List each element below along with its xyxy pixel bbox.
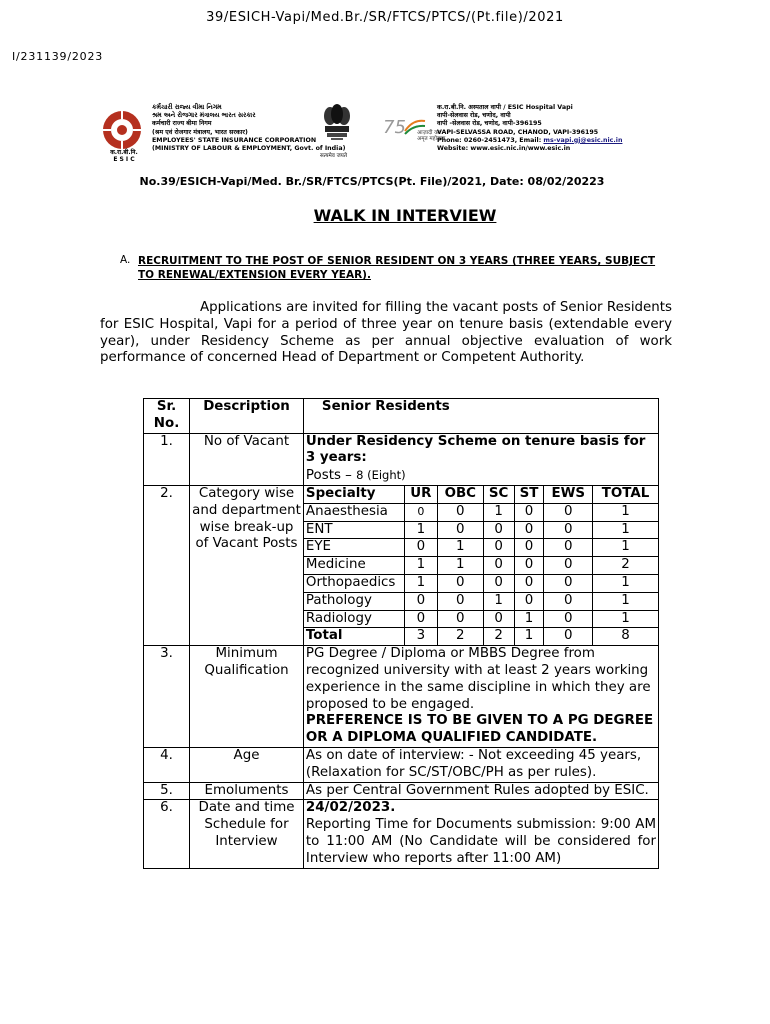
header-senior-residents: Senior Residents [303, 399, 658, 434]
breakup-header: TOTAL [592, 486, 658, 503]
table-row [144, 646, 659, 748]
breakup-cell: 0 [544, 557, 593, 575]
breakup-cell: 0 [514, 539, 544, 557]
breakup-row [304, 557, 658, 575]
row-desc: Date and time Schedule for Interview [190, 800, 304, 868]
breakup-cell: 2 [592, 557, 658, 575]
breakup-cell: Medicine [304, 557, 405, 575]
preference-text: PREFERENCE IS TO BE GIVEN TO A PG DEGREE OR A DIPLOMA QUALIFIED CANDIDATE. [305, 713, 654, 746]
row-desc: Age [190, 747, 304, 782]
breakup-cell: 0 [404, 592, 437, 610]
breakup-total-cell: 3 [404, 628, 437, 645]
row-value [303, 433, 658, 485]
breakup-row [304, 521, 658, 539]
breakup-cell: 1 [592, 503, 658, 521]
file-reference: I/231139/2023 [12, 50, 104, 63]
breakup-cell: 0 [514, 521, 544, 539]
national-emblem-icon [321, 102, 353, 146]
row-sr: 6. [144, 800, 190, 868]
ministry-gujarati: શ્રમ અને રોજગાર મંત્રાલય ભારત સરકાર [152, 112, 256, 120]
table-row [144, 747, 659, 782]
breakup-cell: 0 [483, 610, 514, 628]
row-sr: 2. [144, 485, 190, 645]
breakup-cell: 1 [404, 557, 437, 575]
row-value [303, 800, 658, 868]
contact-line [437, 137, 622, 145]
category-breakup-table [304, 486, 658, 645]
intro-paragraph [100, 300, 672, 367]
breakup-cell: 0 [544, 521, 593, 539]
breakup-cell: 0 [544, 610, 593, 628]
breakup-cell: 0 [483, 521, 514, 539]
breakup-cell: 0 [544, 503, 593, 521]
breakup-cell: 1 [437, 539, 483, 557]
table-header-row [144, 399, 659, 434]
breakup-cell: Orthopaedics [304, 574, 405, 592]
row-sr: 5. [144, 782, 190, 800]
category-breakup-cell [303, 485, 658, 645]
hospital-address-local: वापी-सेलवास रोड, चणोद, वापी [437, 112, 511, 120]
breakup-cell: 0 [437, 503, 483, 521]
breakup-cell: 0 [544, 592, 593, 610]
header-description: Description [190, 399, 304, 434]
breakup-row [304, 539, 658, 557]
ministry-hindi: (श्रम एवं रोजगार मंत्रालय, भारत सरकार) [152, 128, 248, 136]
breakup-total-cell: 1 [514, 628, 544, 645]
breakup-cell: 0 [514, 592, 544, 610]
file-number-header: 39/ESICH-Vapi/Med.Br./SR/FTCS/PTCS/(Pt.file)/2021 [206, 10, 564, 25]
breakup-cell: 1 [437, 557, 483, 575]
esic-logo-text: क.रा.बी.नि. E S I C [110, 149, 138, 163]
breakup-header: EWS [544, 486, 593, 503]
breakup-header: OBC [437, 486, 483, 503]
breakup-cell: 1 [404, 574, 437, 592]
row-value: As per Central Government Rules adopted by ESIC. [303, 782, 658, 800]
table-row [144, 485, 659, 645]
breakup-cell: 1 [592, 592, 658, 610]
header-sr-no: Sr. No. [144, 399, 190, 434]
phone-text: Phone: 0260-2451473, Email: [437, 136, 544, 144]
reference-number: No.39/ESICH-Vapi/Med. Br./SR/FTCS/PTCS(Pt. File)/2021, Date: 08/02/20223 [139, 175, 605, 188]
breakup-row [304, 592, 658, 610]
row-sr: 4. [144, 747, 190, 782]
breakup-cell: Anaesthesia [304, 503, 405, 521]
breakup-total-cell: 0 [544, 628, 593, 645]
row-desc: Emoluments [190, 782, 304, 800]
breakup-header: Specialty [304, 486, 405, 503]
breakup-cell: 0 [483, 574, 514, 592]
breakup-cell: 1 [404, 521, 437, 539]
breakup-total-cell: 2 [437, 628, 483, 645]
breakup-row [304, 610, 658, 628]
breakup-header: SC [483, 486, 514, 503]
breakup-cell: 1 [483, 503, 514, 521]
interview-date: 24/02/2023. [305, 800, 396, 816]
breakup-header: ST [514, 486, 544, 503]
hospital-address-english: VAPI-SELVASSA ROAD, CHANOD, VAPI-396195 [437, 128, 599, 136]
breakup-total-row [304, 628, 658, 645]
letterhead-right [437, 104, 622, 153]
org-name-gujarati: કર્મચારી રાજ્ય વીમા નિગમ [152, 104, 222, 111]
org-name-hindi: कर्मचारी राज्य बीमा निगम [152, 120, 212, 128]
breakup-cell: 0 [437, 592, 483, 610]
row-sr: 1. [144, 433, 190, 485]
email-link[interactable]: ms-vapi.gj@esic.nic.in [543, 136, 623, 144]
breakup-cell: 1 [483, 592, 514, 610]
breakup-header: UR [404, 486, 437, 503]
residency-scheme-text: Under Residency Scheme on tenure basis for 3 years: [305, 433, 646, 466]
breakup-cell: 0 [483, 557, 514, 575]
breakup-cell: 0 [514, 503, 544, 521]
breakup-cell: 0 [514, 574, 544, 592]
breakup-cell: 1 [592, 610, 658, 628]
row-desc: No of Vacant [190, 433, 304, 485]
breakup-cell: 0 [544, 539, 593, 557]
page-title: WALK IN INTERVIEW [313, 206, 497, 225]
letterhead-left [152, 104, 345, 153]
vacancy-table [143, 398, 659, 869]
breakup-total-cell: 2 [483, 628, 514, 645]
hospital-name: क.रा.बी.नि. अस्पताल वापी / ESIC Hospital Vapi [437, 104, 573, 111]
breakup-cell: 0 [483, 539, 514, 557]
section-heading: RECRUITMENT TO THE POST OF SENIOR RESIDENT ON 3 YEARS (THREE YEARS, SUBJECT TO RENEWAL/EXTENSION EVERY YEAR). [138, 255, 656, 281]
breakup-cell: ENT [304, 521, 405, 539]
qualification-text: PG Degree / Diploma or MBBS Degree from recognized university with at least 2 years working experience in the same discipline in which they are proposed to be engaged. [305, 646, 651, 712]
table-row [144, 782, 659, 800]
breakup-cell: 0 [404, 610, 437, 628]
row-desc: Minimum Qualification [190, 646, 304, 748]
breakup-cell: Pathology [304, 592, 405, 610]
breakup-cell: 0 [437, 610, 483, 628]
table-row [144, 433, 659, 485]
breakup-cell: 1 [592, 574, 658, 592]
breakup-header-row [304, 486, 658, 503]
ministry-english: (MINISTRY OF LABOUR & EMPLOYMENT, Govt. of India) [152, 145, 346, 153]
breakup-cell: 1 [514, 610, 544, 628]
intro-text: Applications are invited for filling the vacant posts of Senior Residents for ESIC Hospital, Vapi for a period of three year on tenure basis (extendable every year), under Residency Scheme as per annual objective evaluation of work performance of concerned Head of Department or Competent Authority. [100, 300, 672, 366]
breakup-row [304, 503, 658, 521]
azadi-caption: आज़ादी का अमृत महोत्सव [417, 130, 446, 142]
breakup-cell: EYE [304, 539, 405, 557]
breakup-cell: 1 [592, 521, 658, 539]
breakup-total-label: Total [304, 628, 405, 645]
breakup-cell: 0 [514, 557, 544, 575]
emblem-caption: सत्यमेव जयते [320, 153, 348, 159]
breakup-cell: Radiology [304, 610, 405, 628]
hospital-address-hindi: वापी -सेलवास रोड, चणोद, वापी-396195 [437, 120, 542, 128]
section-letter: A. [120, 254, 131, 266]
posts-count: 8 (Eight) [356, 468, 406, 483]
row-desc: Category wise and department wise break-up of Vacant Posts [190, 485, 304, 645]
breakup-cell: 1 [592, 539, 658, 557]
breakup-row [304, 574, 658, 592]
table-row [144, 800, 659, 868]
breakup-cell: 0 [437, 521, 483, 539]
posts-label: Posts – [305, 468, 357, 484]
row-value: As on date of interview: - Not exceeding 45 years, (Relaxation for SC/ST/OBC/PH as per rules). [303, 747, 658, 782]
row-sr: 3. [144, 646, 190, 748]
breakup-cell: 0 [404, 503, 437, 521]
row-value [303, 646, 658, 748]
breakup-total-cell: 8 [592, 628, 658, 645]
posts-line [306, 467, 656, 485]
website-line[interactable]: Website: www.esic.nic.in/www.esic.in [437, 145, 571, 153]
reporting-time-text: Reporting Time for Documents submission: 9:00 AM to 11:00 AM (No Candidate will be considered for Interview who reports after 11:00 AM) [305, 817, 656, 866]
breakup-cell: 0 [437, 574, 483, 592]
breakup-cell: 0 [544, 574, 593, 592]
org-name-english: EMPLOYEES' STATE INSURANCE CORPORATION [152, 136, 317, 144]
breakup-cell: 0 [404, 539, 437, 557]
svg-text:75: 75 [383, 117, 406, 138]
